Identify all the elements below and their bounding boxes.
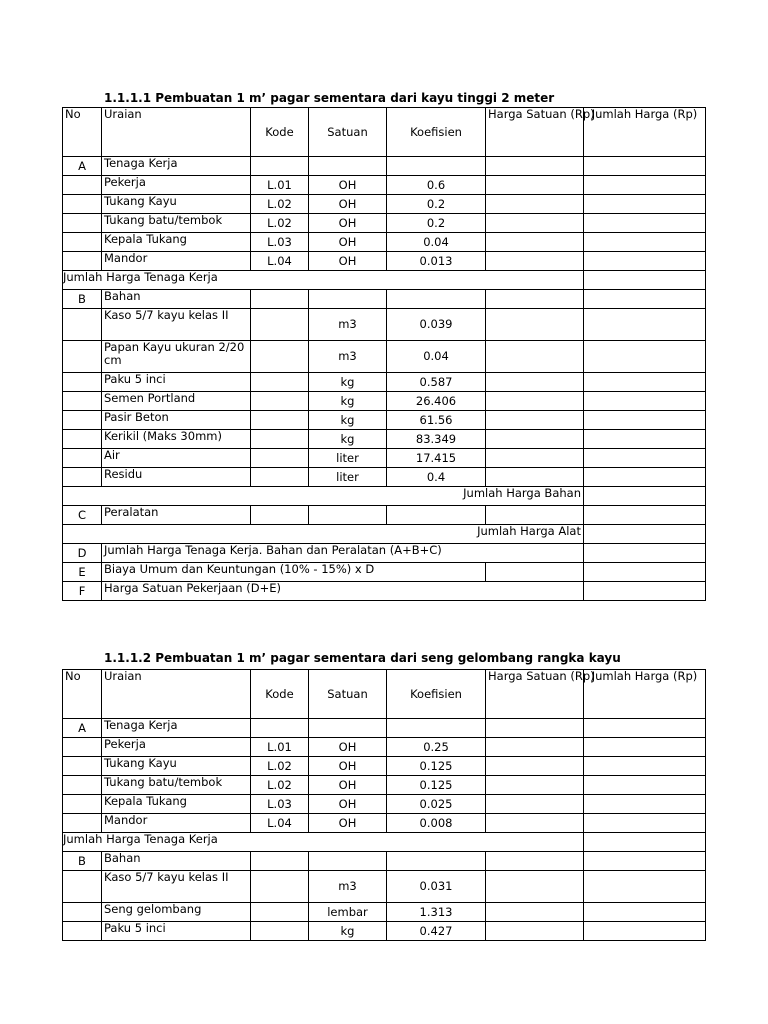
group-row-b [63,852,706,871]
table-row [63,468,706,487]
header-row [63,670,706,719]
col-no-header: No [63,108,102,157]
koefisien-cell: 0.04 [387,233,486,252]
satuan-cell: OH [309,776,387,795]
subtotal-row-bahan [63,487,706,506]
table-row [63,392,706,411]
subtotal-row-tenaga [63,271,706,290]
table-row [63,871,706,903]
col-uraian-header: Uraian [102,670,251,719]
summary-no: E [63,563,102,582]
header-row [63,108,706,157]
summary-label: Biaya Umum dan Keuntungan (10% - 15%) x D [102,563,486,582]
kode-cell: L.02 [251,195,309,214]
subtotal-label: Jumlah Harga Bahan [63,487,584,506]
satuan-cell: liter [309,468,387,487]
group-label: Peralatan [102,506,251,525]
table-row [63,795,706,814]
col-no-header: No [63,670,102,719]
koefisien-cell: 1.313 [387,903,486,922]
satuan-cell: kg [309,373,387,392]
uraian-cell: Pekerja [102,176,251,195]
satuan-cell: liter [309,449,387,468]
table-row [63,776,706,795]
uraian-cell: Kerikil (Maks 30mm) [102,430,251,449]
col-koefisien-header: Koefisien [387,108,486,157]
koefisien-cell: 0.25 [387,738,486,757]
satuan-cell: m3 [309,309,387,341]
kode-cell: L.03 [251,795,309,814]
uraian-cell: Kaso 5/7 kayu kelas II [102,309,251,341]
section-1-title: 1.1.1.1 Pembuatan 1 m’ pagar sementara dari kayu tinggi 2 meter [104,91,555,105]
col-jumlah-harga-header: Jumlah Harga (Rp) [584,670,706,719]
group-row-c [63,506,706,525]
uraian-cell: Kepala Tukang [102,795,251,814]
group-label: Tenaga Kerja [102,157,251,176]
uraian-cell: Semen Portland [102,392,251,411]
summary-row-e [63,563,706,582]
koefisien-cell: 0.6 [387,176,486,195]
section-2-table [62,669,706,941]
group-row-a [63,157,706,176]
group-row-b [63,290,706,309]
koefisien-cell: 0.587 [387,373,486,392]
section-2-title: 1.1.1.2 Pembuatan 1 m’ pagar sementara dari seng gelombang rangka kayu [104,651,621,665]
summary-label: Jumlah Harga Tenaga Kerja. Bahan dan Peralatan (A+B+C) [102,544,584,563]
table-row [63,757,706,776]
satuan-cell: OH [309,757,387,776]
group-label: Bahan [102,852,251,871]
group-no: C [63,506,102,525]
col-satuan-header: Satuan [309,670,387,719]
summary-row-d [63,544,706,563]
summary-no: F [63,582,102,601]
uraian-cell: Residu [102,468,251,487]
satuan-cell: kg [309,392,387,411]
col-harga-satuan-header: Harga Satuan (Rp) [486,108,584,157]
satuan-cell: kg [309,430,387,449]
table-row [63,341,706,373]
uraian-cell: Seng gelombang [102,903,251,922]
satuan-cell: OH [309,252,387,271]
kode-cell: L.01 [251,176,309,195]
uraian-cell: Tukang batu/tembok [102,776,251,795]
koefisien-cell: 83.349 [387,430,486,449]
group-label: Bahan [102,290,251,309]
col-kode-header: Kode [251,108,309,157]
table-row [63,922,706,941]
satuan-cell: m3 [309,341,387,373]
group-label: Tenaga Kerja [102,719,251,738]
koefisien-cell: 0.04 [387,341,486,373]
uraian-cell: Tukang Kayu [102,757,251,776]
satuan-cell: OH [309,814,387,833]
uraian-cell: Pekerja [102,738,251,757]
koefisien-cell: 0.427 [387,922,486,941]
subtotal-row-alat [63,525,706,544]
uraian-cell: Mandor [102,252,251,271]
col-koefisien-header: Koefisien [387,670,486,719]
table-row [63,449,706,468]
kode-cell: L.02 [251,757,309,776]
kode-cell: L.04 [251,814,309,833]
subtotal-label: Jumlah Harga Alat [63,525,584,544]
koefisien-cell: 0.4 [387,468,486,487]
group-row-a [63,719,706,738]
koefisien-cell: 0.039 [387,309,486,341]
summary-no: D [63,544,102,563]
table-row [63,252,706,271]
col-jumlah-harga-header: Jumlah Harga (Rp) [584,108,706,157]
kode-cell: L.02 [251,214,309,233]
uraian-cell: Pasir Beton [102,411,251,430]
kode-cell: L.02 [251,776,309,795]
koefisien-cell: 0.2 [387,195,486,214]
table-row [63,738,706,757]
table-row [63,233,706,252]
subtotal-label: Jumlah Harga Tenaga Kerja [63,833,584,852]
satuan-cell: lembar [309,903,387,922]
satuan-cell: OH [309,214,387,233]
uraian-cell: Air [102,449,251,468]
kode-cell: L.03 [251,233,309,252]
col-uraian-header: Uraian [102,108,251,157]
uraian-cell: Paku 5 inci [102,922,251,941]
table-row [63,411,706,430]
satuan-cell: kg [309,411,387,430]
uraian-cell: Paku 5 inci [102,373,251,392]
uraian-cell: Tukang batu/tembok [102,214,251,233]
koefisien-cell: 0.125 [387,776,486,795]
table-row [63,903,706,922]
table-row [63,373,706,392]
koefisien-cell: 61.56 [387,411,486,430]
uraian-cell: Kepala Tukang [102,233,251,252]
summary-label: Harga Satuan Pekerjaan (D+E) [102,582,584,601]
table-row [63,309,706,341]
koefisien-cell: 26.406 [387,392,486,411]
col-harga-satuan-header: Harga Satuan (Rp) [486,670,584,719]
group-no: A [63,719,102,738]
satuan-cell: OH [309,195,387,214]
koefisien-cell: 0.031 [387,871,486,903]
table-row [63,195,706,214]
summary-row-f [63,582,706,601]
satuan-cell: OH [309,795,387,814]
table-row [63,814,706,833]
koefisien-cell: 17.415 [387,449,486,468]
satuan-cell: m3 [309,871,387,903]
group-no: A [63,157,102,176]
table-row [63,214,706,233]
group-no: B [63,290,102,309]
subtotal-row-tenaga [63,833,706,852]
col-kode-header: Kode [251,670,309,719]
koefisien-cell: 0.2 [387,214,486,233]
subtotal-label: Jumlah Harga Tenaga Kerja [63,271,584,290]
koefisien-cell: 0.125 [387,757,486,776]
uraian-cell: Papan Kayu ukuran 2/20 cm [102,341,251,373]
koefisien-cell: 0.025 [387,795,486,814]
section-1-table [62,107,706,601]
uraian-cell: Tukang Kayu [102,195,251,214]
col-satuan-header: Satuan [309,108,387,157]
satuan-cell: OH [309,176,387,195]
table-row [63,430,706,449]
koefisien-cell: 0.008 [387,814,486,833]
kode-cell: L.04 [251,252,309,271]
group-no: B [63,852,102,871]
table-row [63,176,706,195]
satuan-cell: kg [309,922,387,941]
uraian-cell: Kaso 5/7 kayu kelas II [102,871,251,903]
satuan-cell: OH [309,233,387,252]
satuan-cell: OH [309,738,387,757]
uraian-cell: Mandor [102,814,251,833]
koefisien-cell: 0.013 [387,252,486,271]
kode-cell: L.01 [251,738,309,757]
